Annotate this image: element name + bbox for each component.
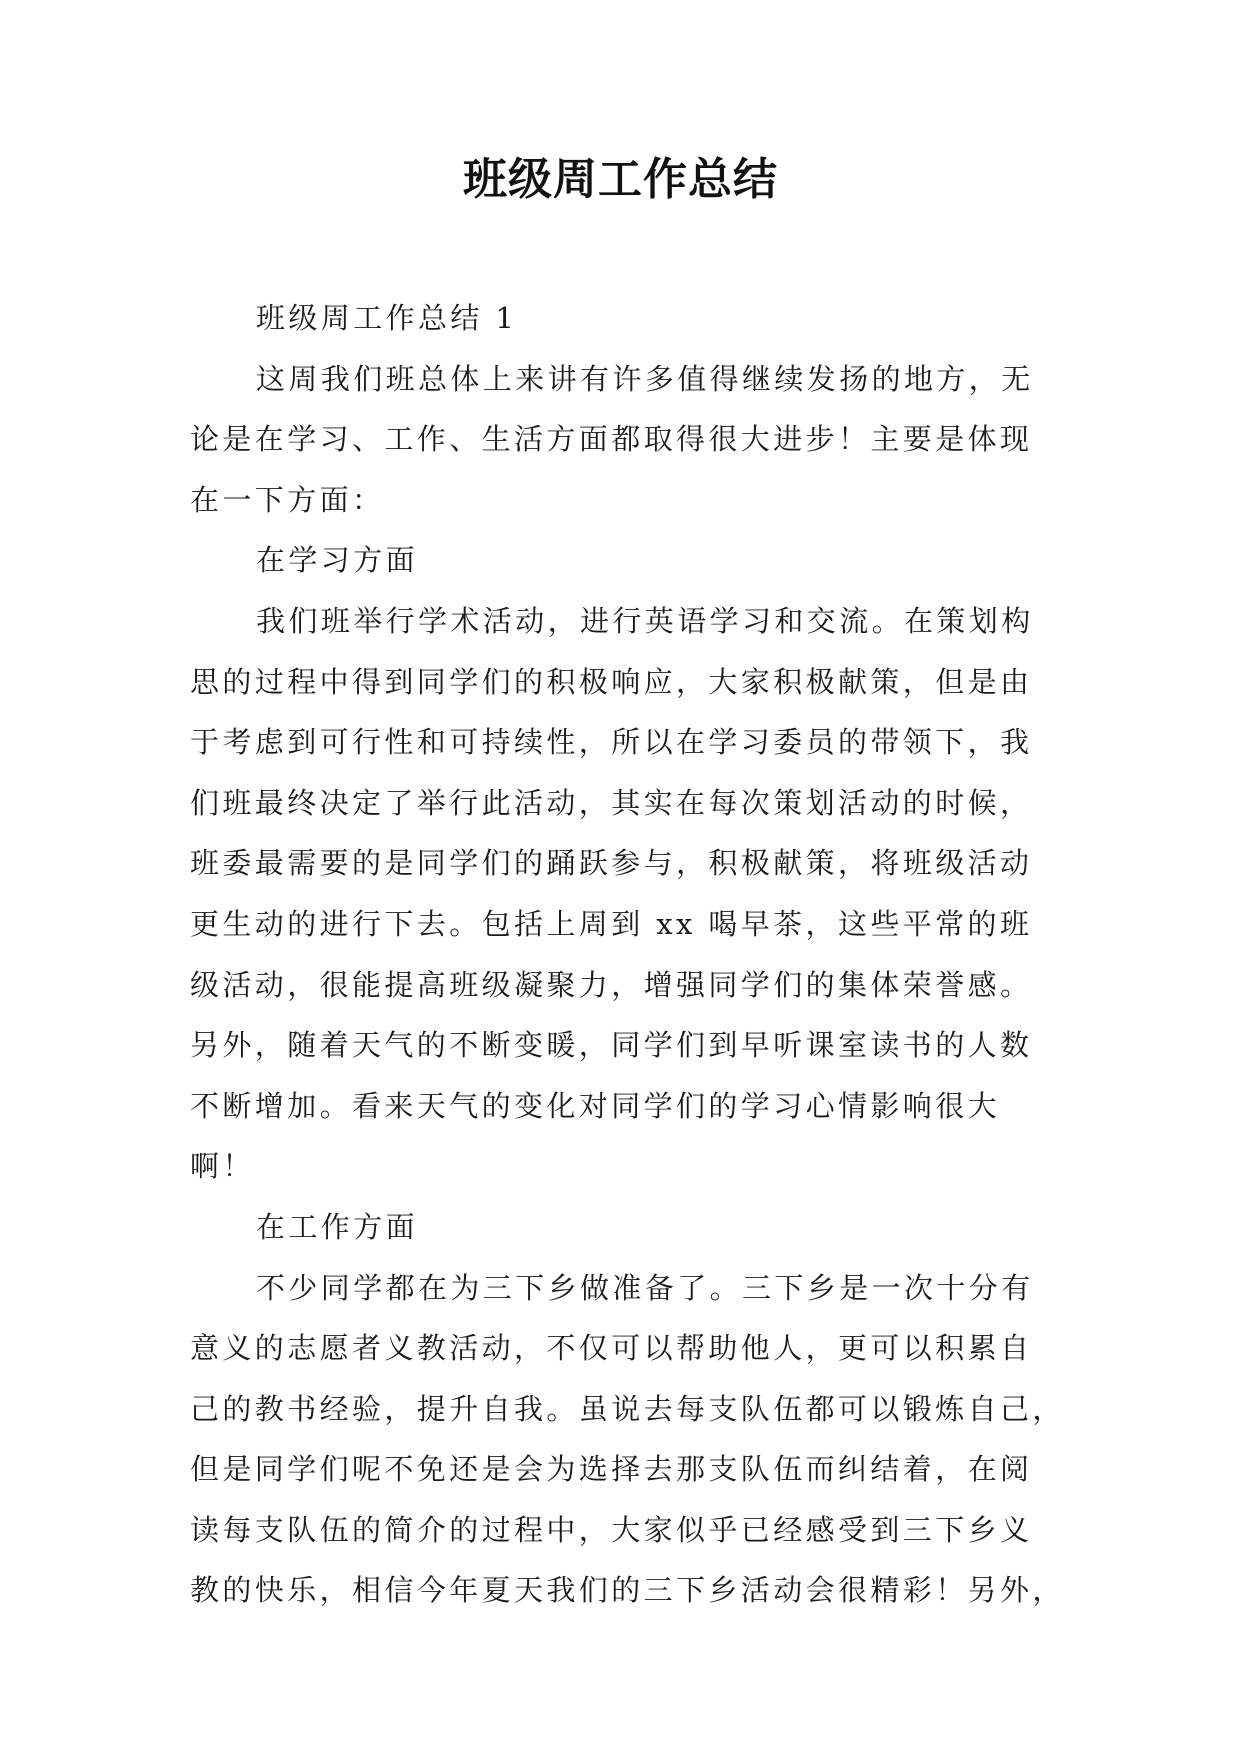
paragraph-line: 班委最需要的是同学们的踊跃参与，积极献策，将班级活动 <box>190 846 1033 881</box>
document-body <box>190 288 1065 1621</box>
paragraph-line: 在一下方面： <box>190 482 385 517</box>
section-heading: 班级周工作总结 1 <box>256 301 518 335</box>
paragraph-line: 啊！ <box>190 1149 255 1184</box>
paragraph-line: 己的教书经验，提升自我。虽说去每支队伍都可以锻炼自己， <box>190 1391 1065 1426</box>
paragraph-line: 们班最终决定了举行此活动，其实在每次策划活动的时候， <box>190 785 1033 820</box>
paragraph-line: 另外，随着天气的不断变暖，同学们到早听课室读书的人数 <box>190 1028 1033 1063</box>
paragraph-line: 论是在学习、工作、生活方面都取得很大进步！主要是体现 <box>190 422 1033 457</box>
document-title: 班级周工作总结 <box>463 154 778 205</box>
paragraph-line: 意义的志愿者义教活动，不仅可以帮助他人，更可以积累自 <box>190 1331 1033 1366</box>
paragraph-line: 级活动，很能提高班级凝聚力，增强同学们的集体荣誉感。 <box>190 967 1033 1002</box>
paragraph-line: 这周我们班总体上来讲有许多值得继续发扬的地方，无 <box>256 361 1034 396</box>
paragraph-line: 不断增加。看来天气的变化对同学们的学习心情影响很大 <box>190 1088 1001 1123</box>
paragraph-line: 教的快乐，相信今年夏天我们的三下乡活动会很精彩！另外， <box>190 1573 1065 1608</box>
paragraph-line: 于考虑到可行性和可持续性，所以在学习委员的带领下，我 <box>190 725 1033 760</box>
paragraph-line: 但是同学们呢不免还是会为选择去那支队伍而纠结着，在阅 <box>190 1452 1033 1487</box>
subsection-heading: 在工作方面 <box>256 1209 419 1244</box>
paragraph-line: 思的过程中得到同学们的积极响应，大家积极献策，但是由 <box>190 664 1033 699</box>
paragraph-line: 不少同学都在为三下乡做准备了。三下乡是一次十分有 <box>256 1270 1034 1305</box>
paragraph-line: 更生动的进行下去。包括上周到 xx 喝早茶，这些平常的班 <box>190 906 1033 941</box>
paragraph-line: 我们班举行学术活动，进行英语学习和交流。在策划构 <box>256 603 1034 638</box>
subsection-heading: 在学习方面 <box>256 543 419 578</box>
paragraph-line: 读每支队伍的简介的过程中，大家似乎已经感受到三下乡义 <box>190 1512 1033 1547</box>
